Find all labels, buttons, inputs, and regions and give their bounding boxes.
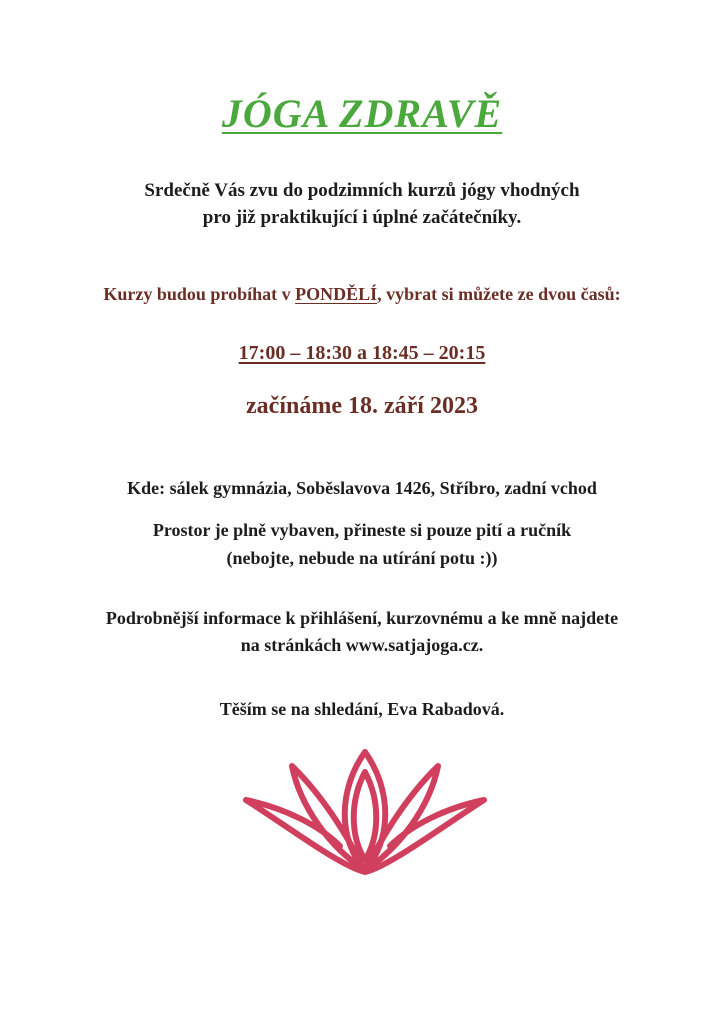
closing-signature: Těším se na shledání, Eva Rabadová. — [219, 699, 505, 719]
equipment-line-2: (nebojte, nebude na utírání potu :)) — [226, 548, 498, 568]
schedule-prefix: Kurzy budou probíhat v — [103, 284, 296, 304]
lotus-flower-icon — [230, 748, 500, 878]
intro-line-1: Srdečně Vás zvu do podzimních kurzů jógy vhodných — [144, 180, 580, 201]
course-times: 17:00 – 18:30 a 18:45 – 20:15 — [238, 342, 486, 364]
schedule-suffix: , vybrat si můžete ze dvou časů: — [377, 284, 621, 304]
info-line-1: Podrobnější informace k přihlášení, kurzovnému a ke mně najdete — [105, 608, 619, 628]
location: Kde: sálek gymnázia, Soběslavova 1426, Stříbro, zadní vchod — [127, 478, 597, 498]
equipment-line-1: Prostor je plně vybaven, přineste si pouze pití a ručník — [152, 520, 572, 540]
intro-line-2: pro již praktikující i úplné začátečníky. — [202, 207, 522, 228]
poster-title: JÓGA ZDRAVĚ — [221, 91, 503, 136]
schedule-day: PONDĚLÍ — [295, 284, 378, 304]
info-line-2: na stránkách www.satjajoga.cz. — [240, 635, 484, 655]
start-date: začínáme 18. září 2023 — [246, 393, 478, 419]
schedule-line — [0, 281, 724, 307]
